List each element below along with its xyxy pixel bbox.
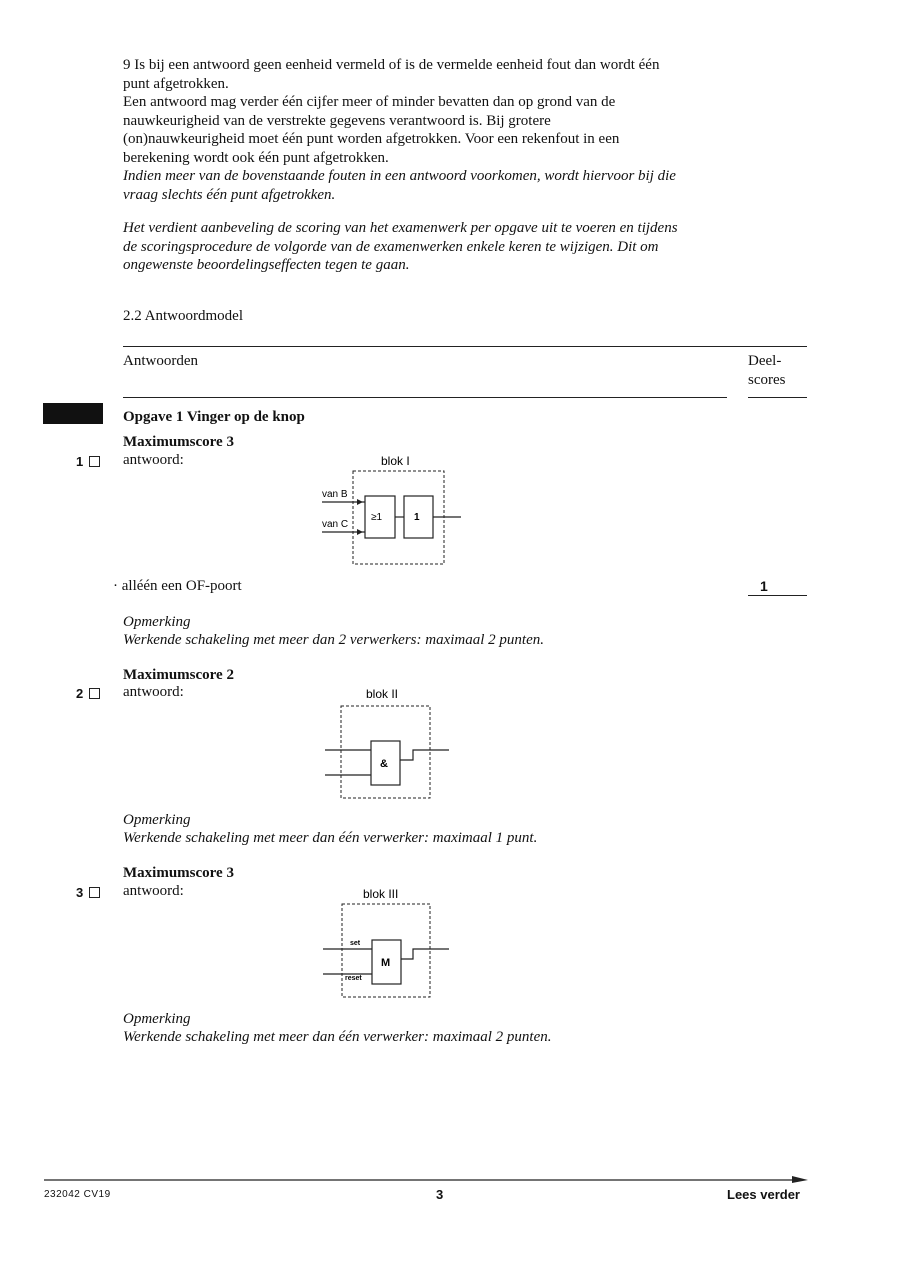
text-line: nauwkeurigheid van de verstrekte gegevens verantwoord is. Bij grotere [123, 112, 551, 129]
text-line: de scoringsprocedure de volgorde van de examenwerken enkele keren te wijzigen. Dit om [123, 238, 659, 255]
answers-header: Antwoorden [123, 353, 198, 369]
arrow-right-icon [792, 1176, 808, 1183]
scores-header [748, 352, 786, 389]
score-rule [748, 595, 807, 596]
text-line: scores [748, 371, 786, 388]
arrow-icon [357, 529, 363, 535]
q1-maxscore: Maximumscore 3 [123, 434, 234, 450]
q1-number-text: 1 [76, 454, 84, 469]
text-line: Een antwoord mag verder één cijfer meer of minder bevatten dan op grond van de [123, 94, 616, 110]
q3-remark-title: Opmerking [123, 1011, 191, 1027]
text-line: Indien meer van de bovenstaande fouten in een antwoord voorkomen, wordt hiervoor bij die [123, 168, 676, 184]
q1-remark-title: Opmerking [123, 614, 191, 630]
section-title: 2.2 Antwoordmodel [123, 308, 243, 324]
footer-page-number: 3 [436, 1187, 444, 1202]
q3-output-line [401, 949, 449, 959]
q3-memory-label: M [381, 957, 391, 969]
footer-next: Lees verder [727, 1187, 800, 1202]
footer-arrow-rule [44, 1172, 810, 1184]
checkbox-icon [89, 887, 100, 898]
q2-number [76, 686, 100, 701]
q3-remark: Werkende schakeling met meer dan één verwerker: maximaal 2 punten. [123, 1029, 552, 1045]
q1-or-gate-label: ≥1 [371, 512, 383, 523]
q1-bullet-score: 1 [760, 578, 768, 594]
q1-block-label: blok I [381, 454, 410, 468]
q3-answer-label: antwoord: [123, 883, 184, 899]
header-rule-scores [748, 397, 807, 398]
q2-block-label: blok II [366, 687, 399, 701]
q2-maxscore: Maximumscore 2 [123, 667, 234, 683]
q1-bullet [113, 577, 242, 596]
q2-remark: Werkende schakeling met meer dan één verwerker: maximaal 1 punt. [123, 830, 538, 846]
q1-circuit-diagram [315, 450, 475, 570]
text-line: (on)nauwkeurigheid moet één punt worden afgetrokken. Voor een rekenfout in een [123, 131, 620, 147]
header-rule-top [123, 346, 807, 347]
q1-bullet-text: alléén een OF-poort [121, 578, 242, 594]
q2-answer-label: antwoord: [123, 684, 184, 700]
text-line: 9 Is bij een antwoord geen eenheid vermeld of is de vermelde eenheid fout dan wordt één [123, 57, 660, 73]
checkbox-icon [89, 456, 100, 467]
q1-remark: Werkende schakeling met meer dan 2 verwerkers: maximaal 2 punten. [123, 632, 544, 648]
opgave-marker [43, 403, 103, 424]
intro-paragraph-1 [123, 56, 676, 204]
q3-circuit-diagram [315, 882, 465, 1002]
q1-not-gate-label: 1 [414, 512, 420, 523]
footer-code: 232042 CV19 [44, 1189, 111, 1200]
text-line: Het verdient aanbeveling de scoring van het examenwerk per opgave uit te voeren en tijdens [123, 220, 678, 236]
text-line: berekening wordt ook één punt afgetrokken. [123, 149, 389, 166]
q2-and-gate-label: & [380, 758, 388, 770]
q3-reset-label: reset [345, 975, 362, 982]
text-line: ongewenste beoordelingseffecten tegen te gaan. [123, 257, 410, 273]
text-line: vraag slechts één punt afgetrokken. [123, 186, 336, 203]
q2-circuit-diagram [315, 683, 465, 808]
q1-number [76, 454, 100, 469]
q3-set-label: set [350, 940, 361, 947]
text-line: punt afgetrokken. [123, 75, 229, 92]
q1-input-b-label: van B [322, 489, 348, 500]
q3-block-label: blok III [363, 887, 399, 901]
text-line: Deel- [748, 353, 782, 369]
q3-number-text: 3 [76, 885, 84, 900]
opgave-title: Opgave 1 Vinger op de knop [123, 409, 305, 425]
bullet-icon: · [113, 578, 118, 594]
q1-answer-label: antwoord: [123, 452, 184, 468]
q1-input-c-label: van C [322, 519, 349, 530]
q2-number-text: 2 [76, 686, 84, 701]
q2-output-line [400, 750, 449, 760]
arrow-icon [357, 499, 363, 505]
q3-maxscore: Maximumscore 3 [123, 865, 234, 881]
checkbox-icon [89, 688, 100, 699]
header-rule-bottom [123, 397, 727, 398]
intro-paragraph-2 [123, 219, 678, 275]
q2-remark-title: Opmerking [123, 812, 191, 828]
q3-number [76, 885, 100, 900]
